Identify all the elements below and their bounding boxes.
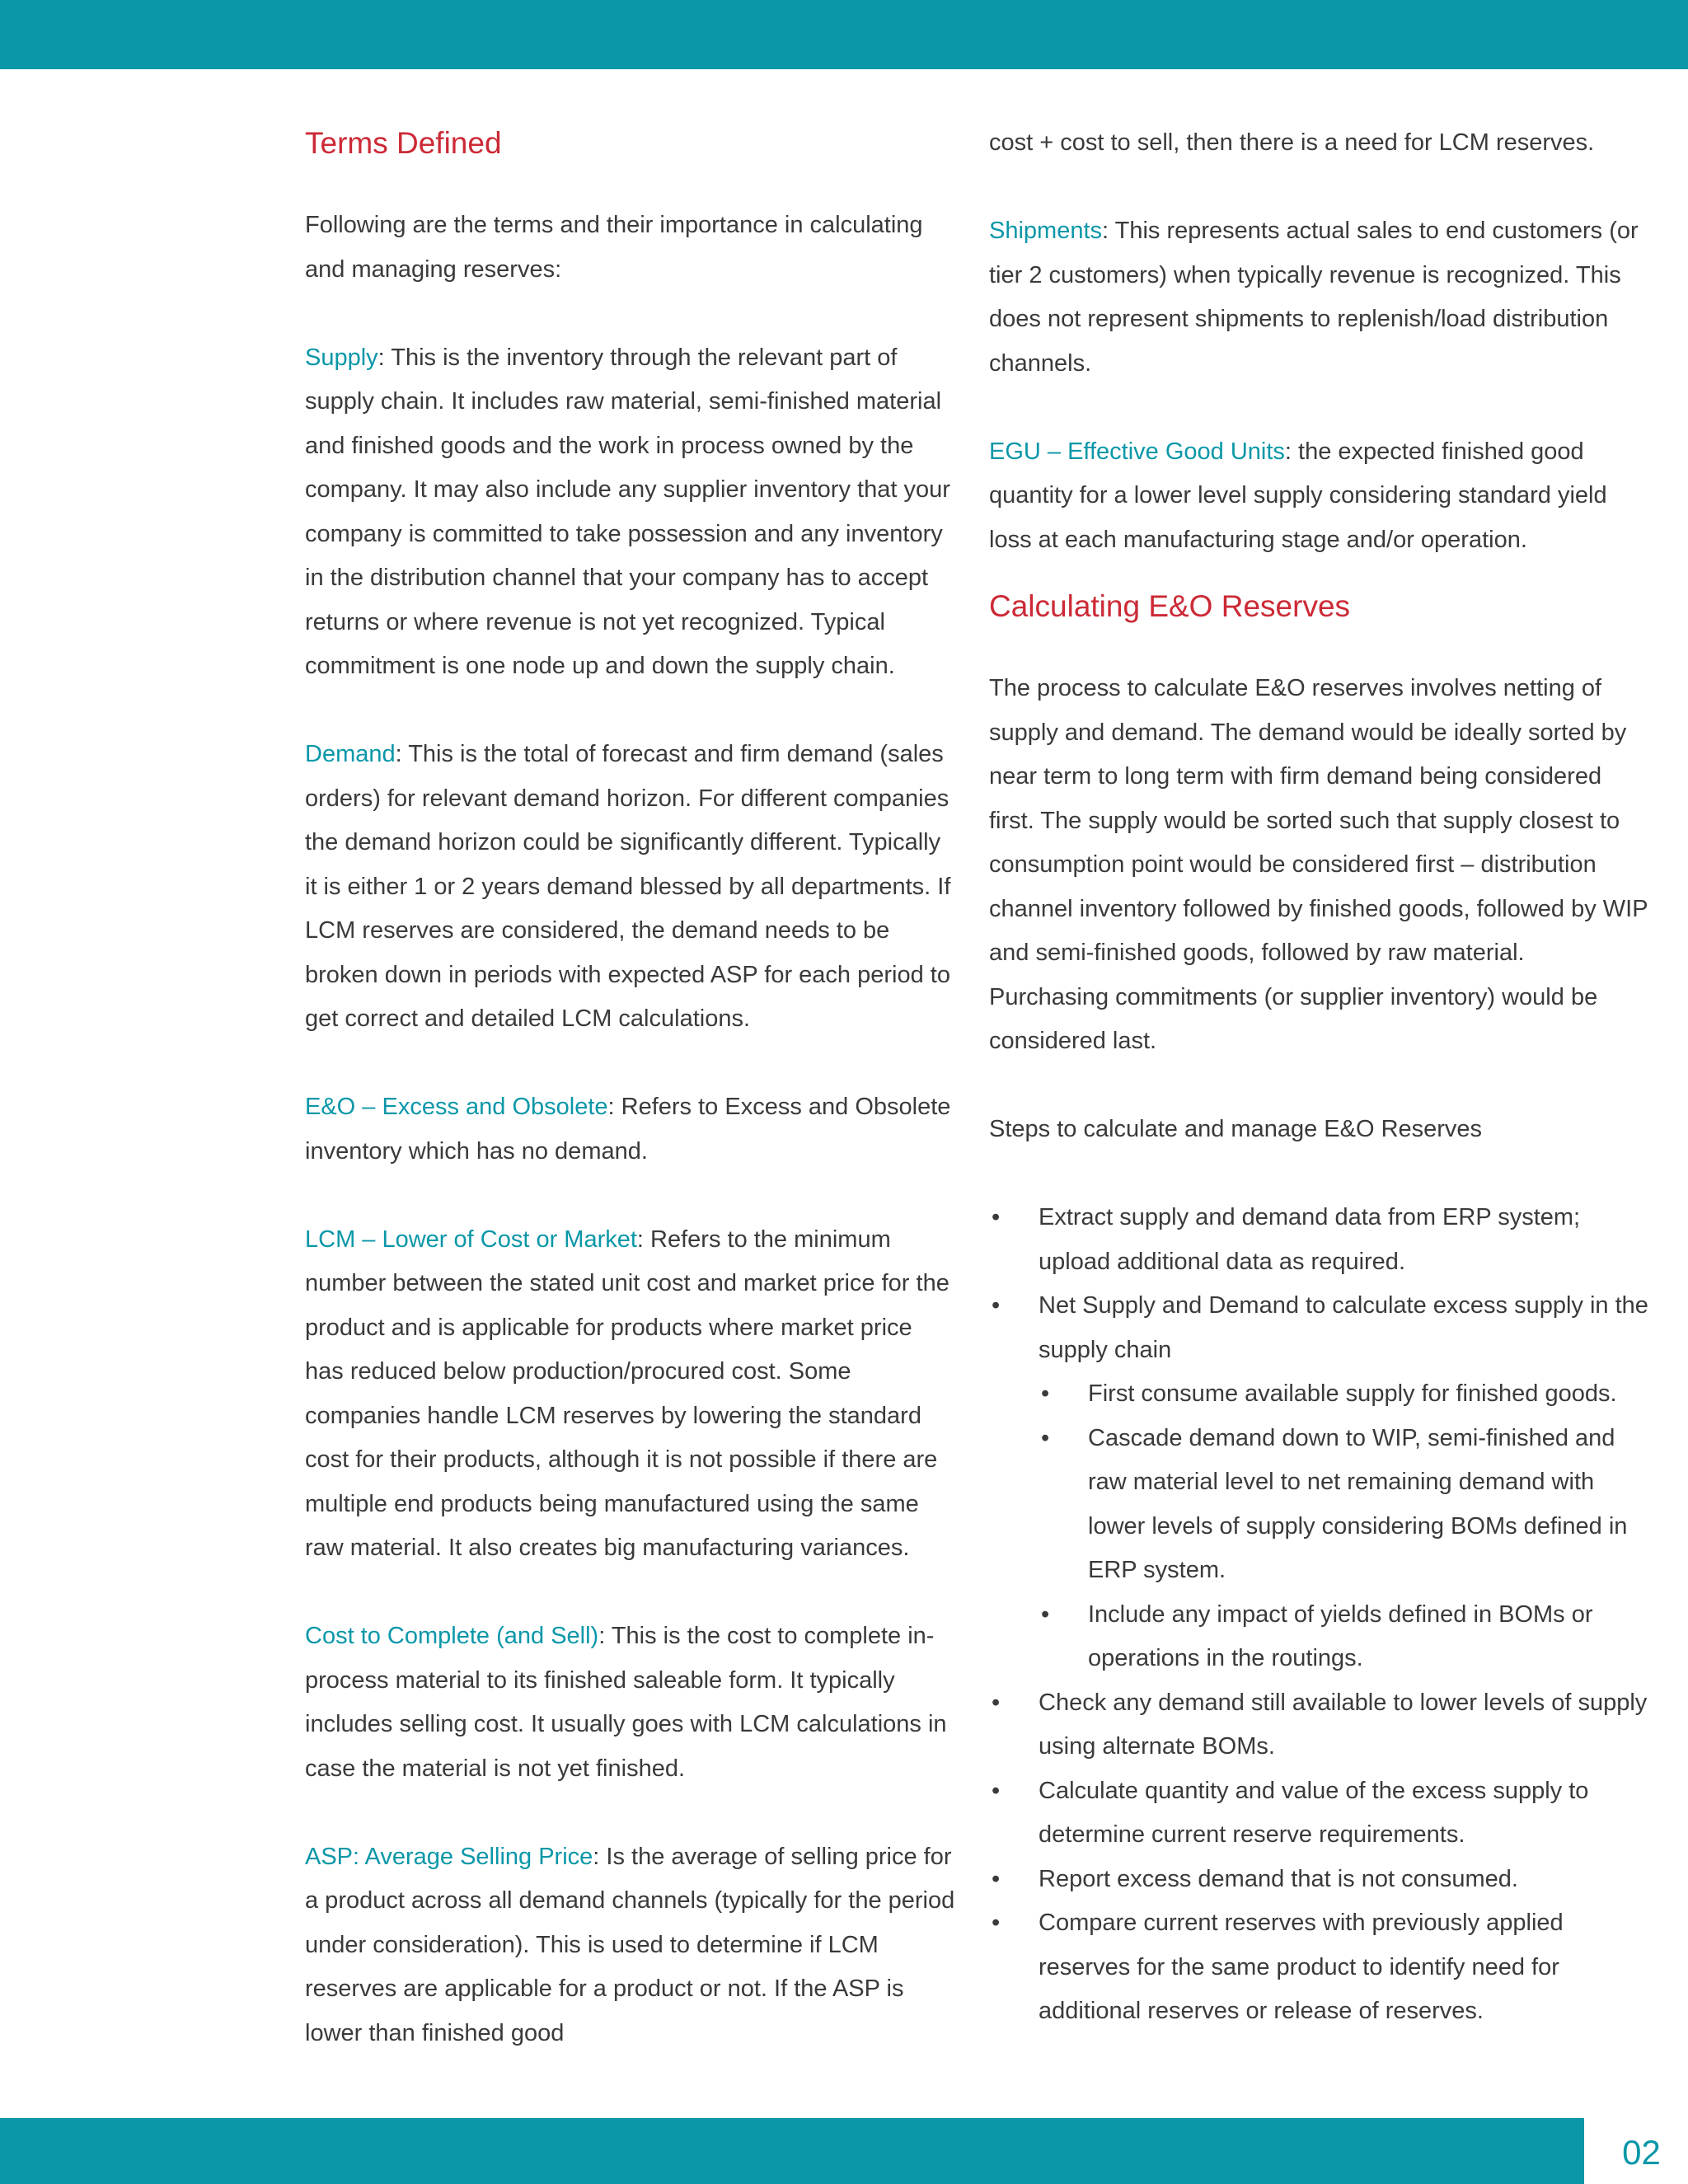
terms-defined-heading: Terms Defined [305, 126, 502, 160]
term-definition: : This represents actual sales to end customers (or tier 2 customers) when typically revenue is recognized. This does not represent shipments to replenish/load distribution channels. [989, 218, 1639, 377]
term-definition: : This is the inventory through the relevant part of supply chain. It includes raw material, semi-finished material and finished goods and the work in process owned by the company. It may also include any supplier inventory that your company is committed to take possession and any inventory in the distribution channel that your company has to accept returns or where revenue is not yet recognized. Typical commitment is one node up and down the supply chain. [305, 344, 950, 679]
term-label: Supply [305, 344, 378, 371]
calculating-reserves-heading: Calculating E&O Reserves [989, 589, 1351, 623]
term-definition: : Refers to Excess and Obsolete inventory which has no demand. [305, 1094, 951, 1165]
term-lcm [305, 1218, 956, 1571]
term-demand [305, 733, 956, 1042]
list-item [989, 1284, 1648, 1681]
list-item: • Cascade demand down to WIP, semi-finished and raw material level to net remaining demand with lower levels of supply considering BOMs defined in ERP system. [1039, 1417, 1648, 1593]
term-definition: : This is the total of forecast and firm demand (sales orders) for relevant demand horizon. For different companies the demand horizon could be significantly different. Typically it is either 1 or 2 years demand blessed by all departments. If LCM reserves are considered, the demand needs to be broken down in periods with expected ASP for each period to get correct and detailed LCM calculations. [305, 741, 951, 1032]
list-item: • Include any impact of yields defined in BOMs or operations in the routings. [1039, 1593, 1648, 1681]
term-definition: : Is the average of selling price for a product across all demand channels (typically for the period under consideration). This is used to determine if LCM reserves are applicable for a product or not. If the ASP is lower than finished good [305, 1843, 955, 2046]
steps-title: Steps to calculate and manage E&O Reserves [989, 1116, 1483, 1142]
bottom-footer-band [0, 2118, 1584, 2184]
term-shipments [989, 209, 1648, 386]
top-header-band [0, 0, 1688, 69]
term-label: ASP: Average Selling Price [305, 1843, 593, 1870]
term-definition: : Refers to the minimum number between the stated unit cost and market price for the product and is applicable for products where market price has reduced below production/procured cost. Some companies handle LCM reserves by lowering the standard cost for their products, although it is not possible if there are multiple end products being manufactured using the same raw material. It also creates big manufacturing variances. [305, 1226, 950, 1561]
term-label: Demand [305, 741, 396, 767]
term-definition: : the expected finished good quantity for a lower level supply considering standard yield loss at each manufacturing stage and/or operation. [989, 438, 1607, 553]
term-label: Cost to Complete (and Sell) [305, 1623, 599, 1649]
term-label: E&O – Excess and Obsolete [305, 1094, 608, 1120]
list-item: • First consume available supply for finished goods. [1039, 1372, 1648, 1417]
list-item: • Report excess demand that is not consumed. [989, 1858, 1648, 1902]
term-label: Shipments [989, 218, 1103, 244]
term-label: LCM – Lower of Cost or Market [305, 1226, 637, 1253]
term-cost-to-complete [305, 1615, 956, 1791]
term-eo [305, 1085, 956, 1174]
continuation-paragraph: cost + cost to sell, then there is a need for LCM reserves. [989, 129, 1595, 156]
term-definition: : This is the cost to complete in-process material to its finished saleable form. It typically includes selling cost. It usually goes with LCM calculations in case the material is not yet finished. [305, 1623, 947, 1782]
list-item: • Check any demand still available to lower levels of supply using alternate BOMs. [989, 1681, 1648, 1769]
term-label: EGU – Effective Good Units [989, 438, 1285, 465]
term-egu [989, 430, 1648, 563]
list-item: • Extract supply and demand data from ERP system; upload additional data as required. [989, 1196, 1648, 1284]
list-item: • Compare current reserves with previously applied reserves for the same product to identify need for additional reserves or release of reserves. [989, 1901, 1648, 2034]
left-column [305, 115, 956, 2100]
list-item-text: Net Supply and Demand to calculate excess supply in the supply chain [1039, 1292, 1648, 1363]
steps-list [989, 1196, 1648, 2034]
substeps-list [1039, 1372, 1648, 1681]
intro-paragraph: Following are the terms and their importance in calculating and managing reserves: [305, 212, 923, 283]
right-column [989, 115, 1648, 2034]
process-paragraph: The process to calculate E&O reserves involves netting of supply and demand. The demand would be ideally sorted by near term to long term with firm demand being considered first. The supply would be sorted such that supply closest to consumption point would be considered first – distribution channel inventory followed by finished goods, followed by WIP and semi-finished goods, followed by raw material. Purchasing commitments (or supplier inventory) would be considered last. [989, 675, 1648, 1054]
term-asp [305, 1835, 956, 2056]
term-supply [305, 336, 956, 689]
page-number: 02 [1622, 2133, 1661, 2172]
list-item: • Calculate quantity and value of the excess supply to determine current reserve requirements. [989, 1769, 1648, 1858]
